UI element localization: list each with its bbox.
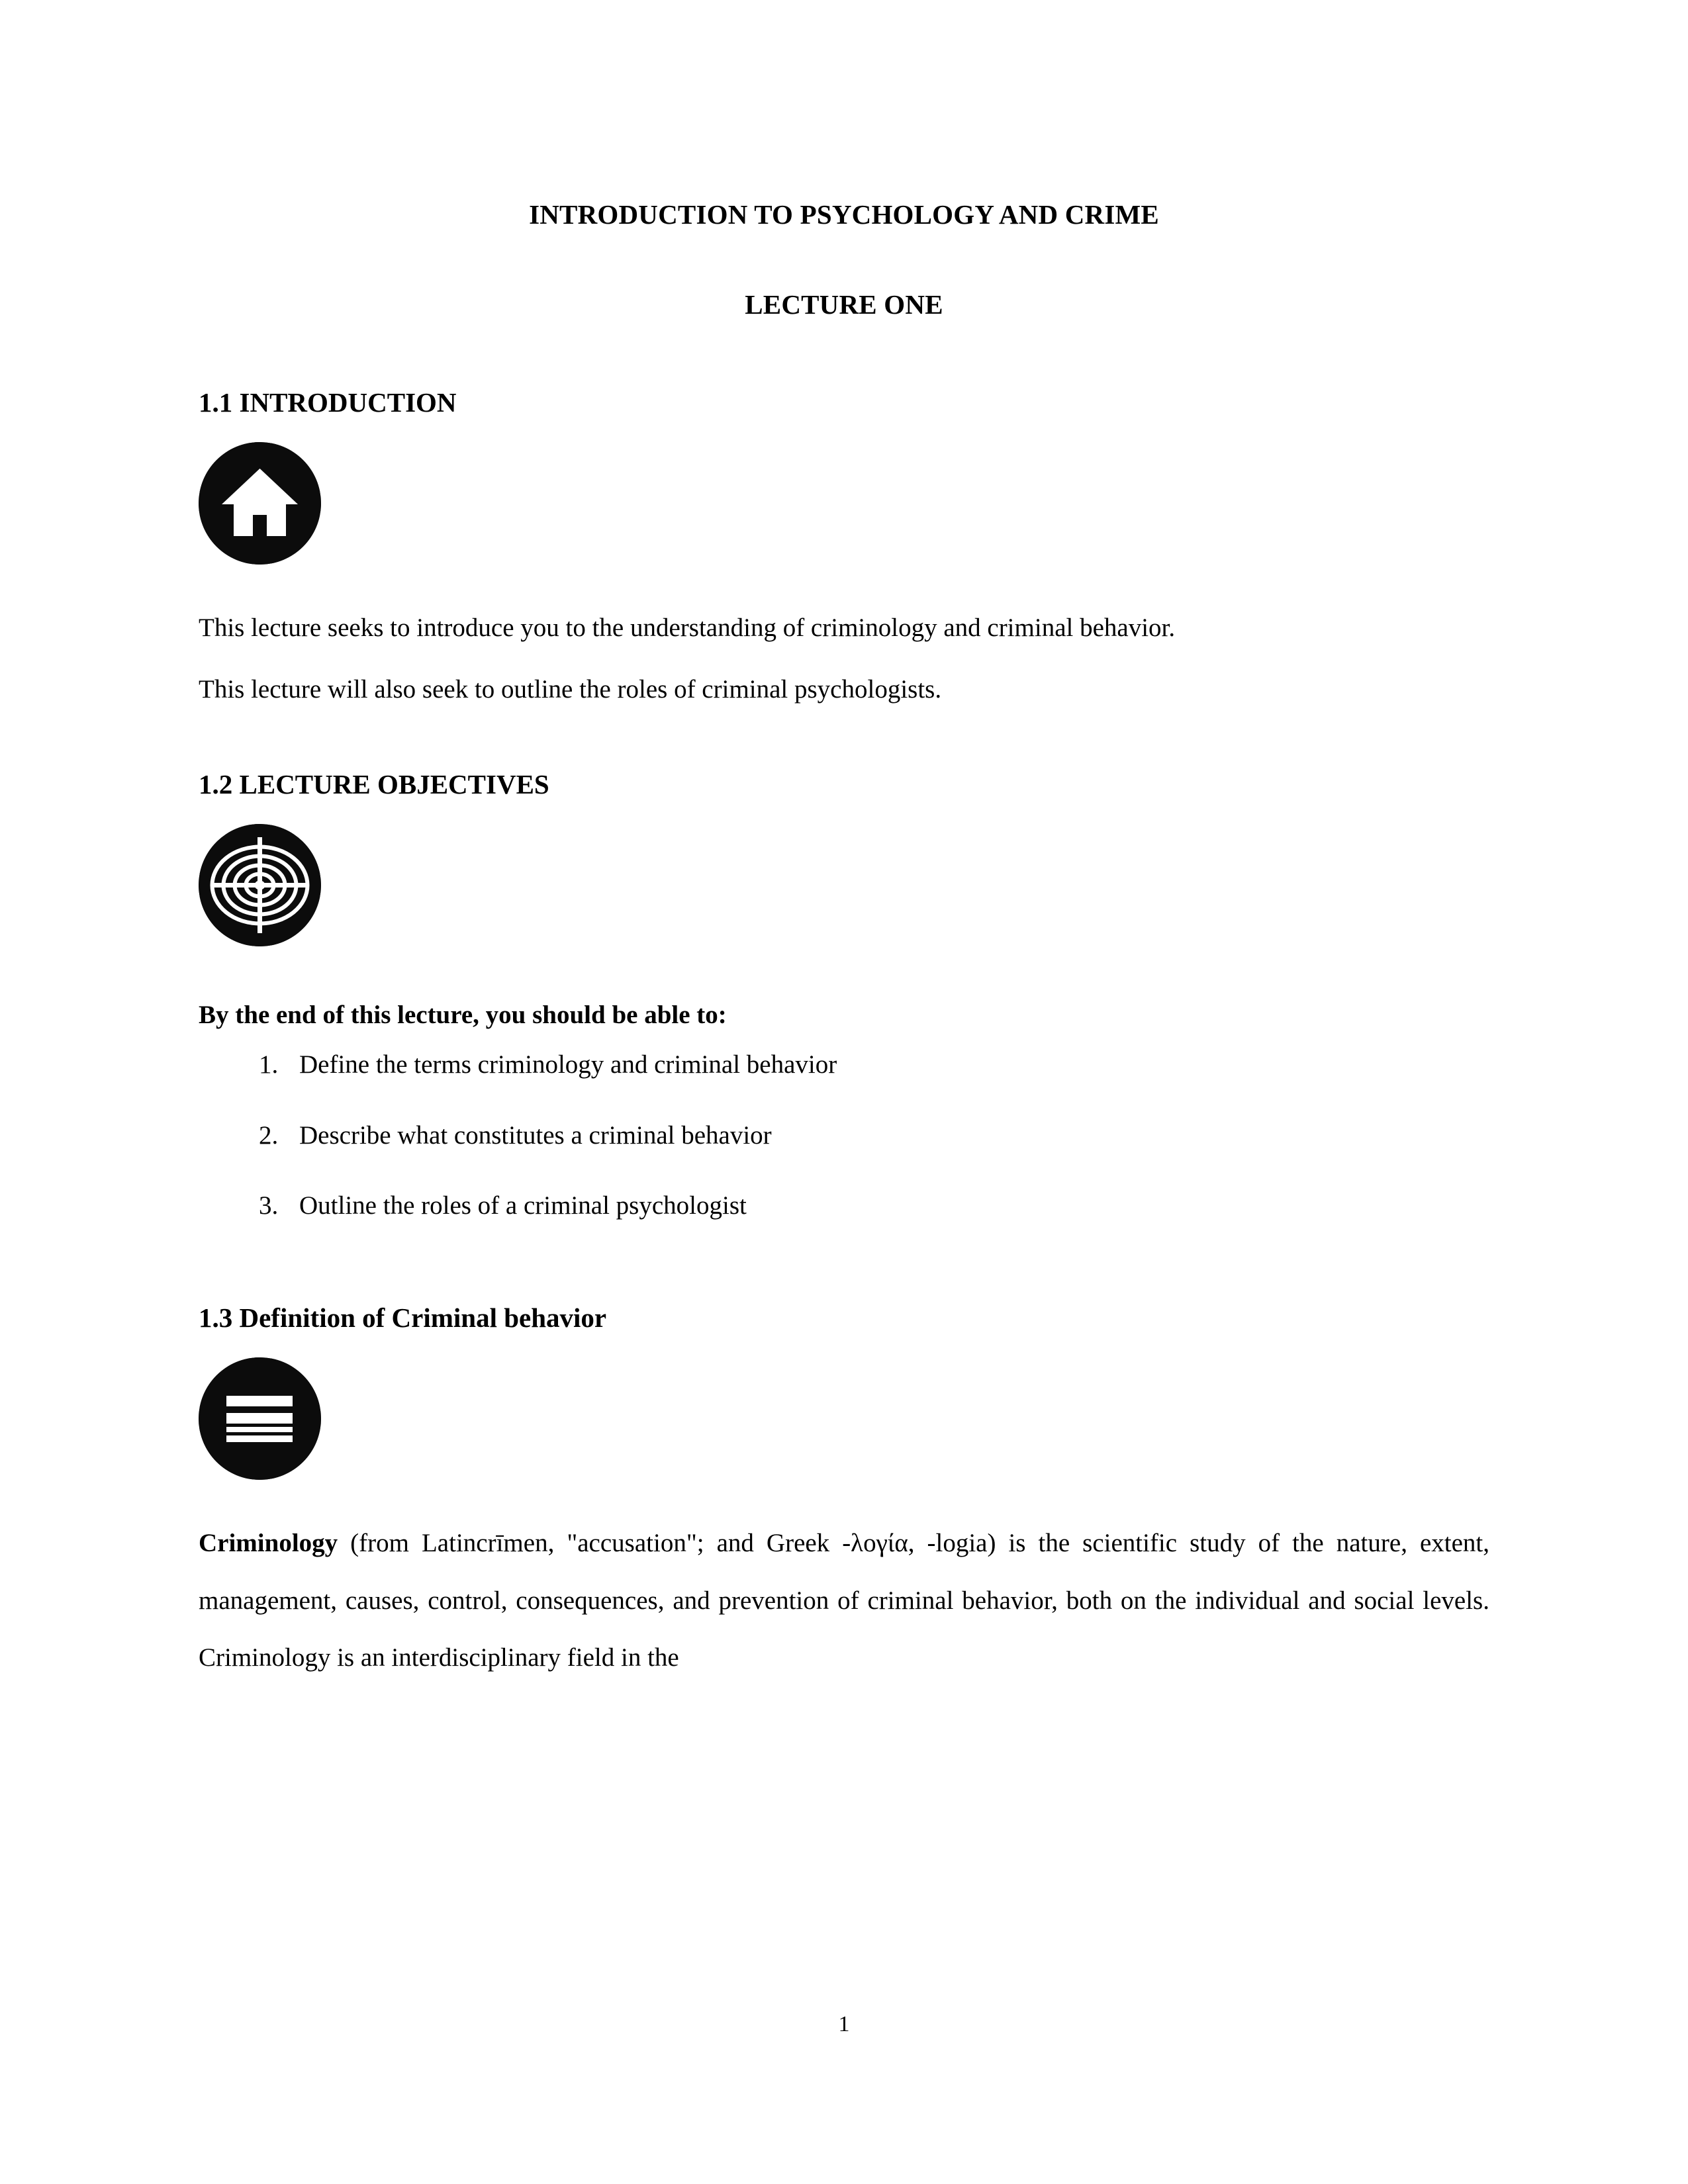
list-item: 2. Describe what constitutes a criminal behavior (285, 1115, 1489, 1156)
definition-paragraph-rest: (from Latincrīmen, "accusation"; and Greek -λογία, -logia) is the scientific study of the nature, extent, management, causes, control, consequences, and prevention of criminal behavior, both on the individual and social levels. Criminology is an interdisciplinary field in the (199, 1529, 1489, 1672)
heading-definition: 1.3 Definition of Criminal behavior (199, 1302, 607, 1334)
definition-icon-block (199, 1357, 1489, 1477)
home-icon (199, 442, 321, 565)
heading-introduction: 1.1 INTRODUCTION (199, 387, 457, 418)
objectives-list (199, 1044, 1489, 1226)
introduction-icon-block (199, 442, 1489, 561)
page-subtitle: LECTURE ONE (745, 289, 943, 320)
definition-paragraph (199, 1515, 1489, 1687)
heading-objectives: 1.2 LECTURE OBJECTIVES (199, 769, 549, 800)
document-body (199, 199, 1489, 1691)
introduction-paragraph-2: This lecture will also seek to outline the roles of criminal psychologists. (199, 674, 942, 704)
target-icon (199, 824, 321, 946)
objectives-intro: By the end of this lecture, you should be able to: (199, 1001, 727, 1030)
page-title: INTRODUCTION TO PSYCHOLOGY AND CRIME (529, 199, 1159, 230)
list-item: 1. Define the terms criminology and criminal behavior (285, 1044, 1489, 1085)
definition-lead-term: Criminology (199, 1529, 338, 1558)
list-item: 3. Outline the roles of a criminal psychologist (285, 1185, 1489, 1226)
page-number: 1 (838, 2012, 850, 2036)
objectives-icon-block (199, 824, 1489, 943)
book-icon (199, 1357, 321, 1480)
introduction-paragraph-1: This lecture seeks to introduce you to the understanding of criminology and criminal behavior. (199, 614, 1176, 642)
